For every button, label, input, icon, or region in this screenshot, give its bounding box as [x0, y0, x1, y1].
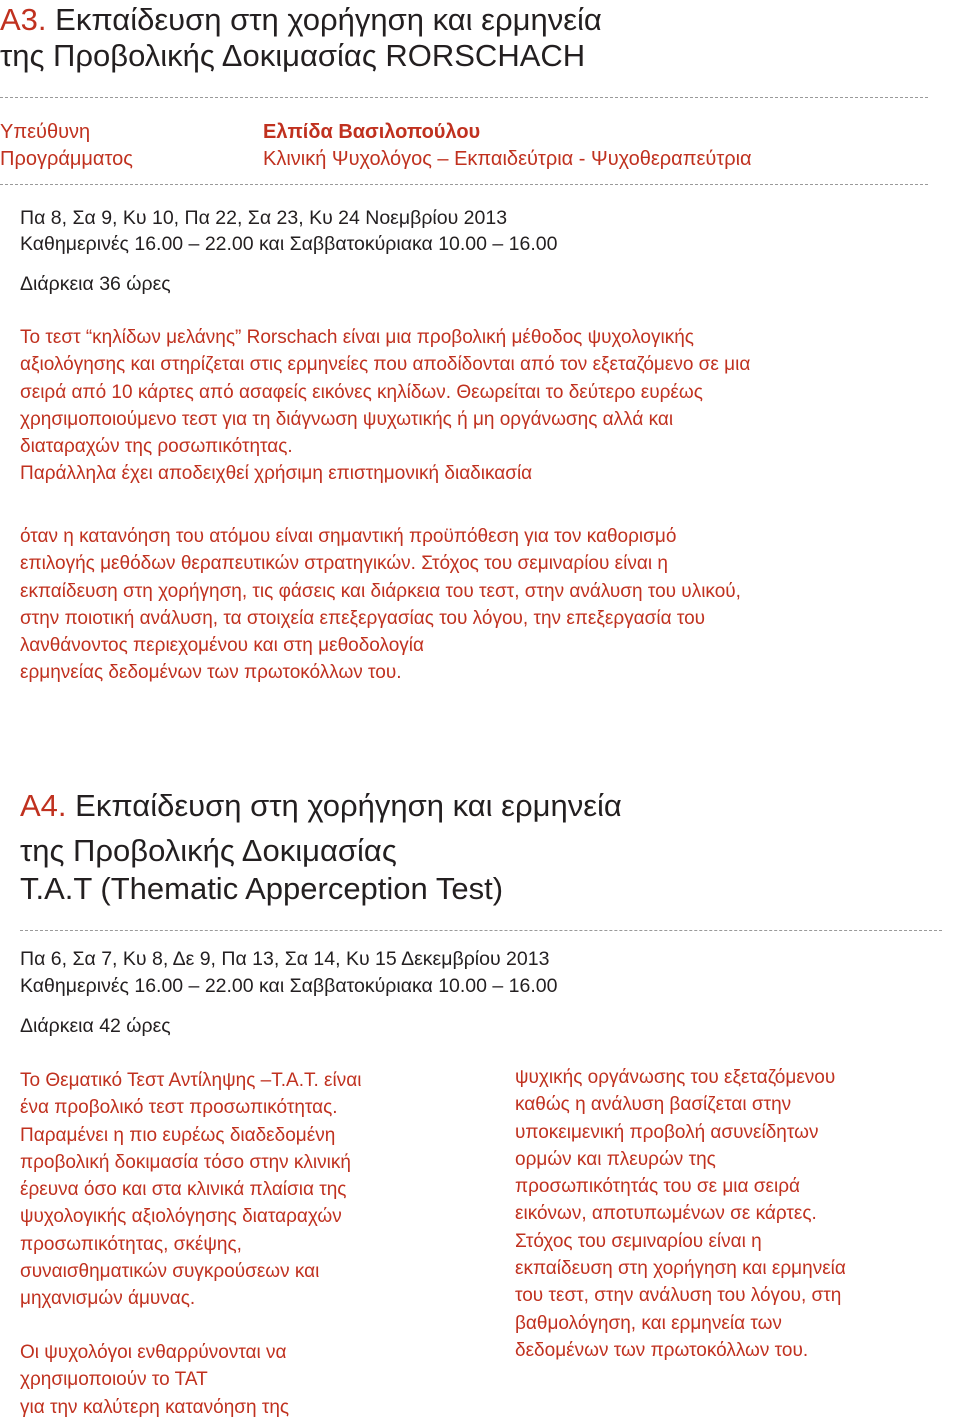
paragraph-line: εκπαίδευση στη χορήγηση, τις φάσεις και διάρκεια του τεστ, στην ανάλυση του υλικού,: [20, 580, 741, 602]
paragraph-line: εκπαίδευση στη χορήγηση και ερμηνεία: [515, 1258, 846, 1280]
paragraph-line: Στόχος του σεμιναρίου είναι η: [515, 1230, 762, 1252]
paragraph-line: μηχανισμών άμυνας.: [20, 1288, 196, 1310]
a3-title-line2: της Προβολικής Δοκιμασίας RORSCHACH: [0, 38, 586, 73]
paragraph-line: ορμών και πλευρών της: [515, 1148, 716, 1170]
paragraph-line: διαταραχών της ροσωπικότητας.: [20, 436, 293, 458]
a3-dates: Πα 8, Σα 9, Κυ 10, Πα 22, Σα 23, Κυ 24 Νοεμβρίου 2013: [20, 207, 508, 229]
paragraph-line: καθώς η ανάλυση βασίζεται στην: [515, 1094, 792, 1116]
paragraph-line: συναισθηματικών συγκρούσεων και: [20, 1261, 320, 1283]
paragraph-line: ερμηνείας δεδομένων των πρωτοκόλλων του.: [20, 662, 402, 684]
paragraph-line: αξιολόγησης και στηρίζεται στις ερμηνείες που αποδίδονται από τον εξεταζόμενο σε μια: [20, 354, 751, 376]
a3-section-code: A3.: [0, 2, 47, 37]
paragraph-line: επιλογής μεθόδων θεραπευτικών στρατηγικών. Στόχος του σεμιναρίου είναι η: [20, 553, 668, 575]
a3-description-2: [20, 523, 741, 687]
paragraph-line: προσωπικότητας, σκέψης,: [20, 1233, 242, 1255]
a4-duration: Διάρκεια 42 ώρες: [20, 1015, 171, 1037]
instructor-role: Κλινική Ψυχολόγος – Εκπαιδεύτρια - Ψυχοθεραπεύτρια: [263, 148, 752, 170]
paragraph-line: Οι ψυχολόγοι ενθαρρύνονται να: [20, 1342, 287, 1363]
paragraph-line: στην ποιοτική ανάλυση, τα στοιχεία επεξεργασίας του λόγου, την επεξεργασία του: [20, 607, 706, 629]
paragraph-line: βαθμολόγηση, και ερμηνεία των: [515, 1312, 782, 1334]
a4-title-line1: [20, 788, 622, 824]
divider: [0, 97, 928, 98]
a4-dates: Πα 6, Σα 7, Κυ 8, Δε 9, Πα 13, Σα 14, Κυ 15 Δεκεμβρίου 2013: [20, 948, 550, 970]
paragraph-line: ψυχικής οργάνωσης του εξεταζόμενου: [515, 1067, 836, 1088]
responsible-label-line1: Υπεύθυνη: [0, 121, 91, 143]
a4-title-line3: T.A.T (Thematic Apperception Test): [20, 871, 504, 906]
a4-left-column-2: [20, 1339, 289, 1421]
paragraph-line: του τεστ, στην ανάλυση του λόγου, στη: [515, 1285, 842, 1307]
paragraph-line: προσωπικότητάς του σε μια σειρά: [515, 1176, 800, 1198]
paragraph-line: Παραμένει η πιο ευρέως διαδεδομένη: [20, 1124, 336, 1146]
paragraph-line: χρησιμοποιούμενο τεστ για τη διάγνωση ψυχωτικής ή μη οργάνωσης αλλά και: [20, 408, 674, 430]
a4-hours: Καθημερινές 16.00 – 22.00 και Σαββατοκύριακα 10.00 – 16.00: [20, 975, 558, 997]
a3-hours: Καθημερινές 16.00 – 22.00 και Σαββατοκύριακα 10.00 – 16.00: [20, 233, 558, 255]
paragraph-line: ψυχολογικής αξιολόγησης διαταραχών: [20, 1206, 342, 1228]
instructor-block: [263, 119, 752, 173]
a4-title-line2: της Προβολικής Δοκιμασίας: [20, 833, 397, 868]
a4-title-text: Εκπαίδευση στη χορήγηση και ερμηνεία: [66, 788, 622, 823]
a4-section-code: A4.: [20, 788, 67, 823]
paragraph-line: υποκειμενική προβολή ασυνείδητων: [515, 1121, 819, 1143]
a3-description: [20, 324, 750, 488]
a4-left-column: [20, 1067, 361, 1313]
divider: [0, 184, 928, 185]
paragraph-line: χρησιμοποιούν το ΤΑΤ: [20, 1369, 208, 1391]
paragraph-line: για την καλύτερη κατανόηση της: [20, 1396, 290, 1418]
divider: [20, 930, 942, 931]
paragraph-line: δεδομένων των πρωτοκόλλων του.: [515, 1339, 809, 1361]
paragraph-line: Το τεστ “κηλίδων μελάνης” Rorschach είναι μια προβολική μέθοδος ψυχολογικής: [20, 327, 694, 348]
paragraph-line: εικόνων, αποτυπωμένων σε κάρτες.: [515, 1203, 817, 1225]
responsible-label: [0, 119, 133, 173]
instructor-name: Ελπίδα Βασιλοπούλου: [263, 121, 481, 143]
paragraph-line: όταν η κατανόηση του ατόμου είναι σημαντική προϋπόθεση για τον καθορισμό: [20, 526, 677, 547]
a3-duration: Διάρκεια 36 ώρες: [20, 273, 171, 295]
paragraph-line: Παράλληλα έχει αποδειχθεί χρήσιμη επιστημονική διαδικασία: [20, 463, 533, 485]
paragraph-line: ένα προβολικό τεστ προσωπικότητας.: [20, 1097, 338, 1119]
paragraph-line: λανθάνοντος περιεχομένου και στη μεθοδολογία: [20, 635, 424, 657]
paragraph-line: σειρά από 10 κάρτες από ασαφείς εικόνες κηλίδων. Θεωρείται το δεύτερο ευρέως: [20, 381, 703, 403]
a3-title-text: Εκπαίδευση στη χορήγηση και ερμηνεία: [46, 2, 602, 37]
a4-right-column: [515, 1064, 846, 1364]
a3-title-line1: [0, 2, 602, 38]
responsible-label-line2: Προγράμματος: [0, 148, 133, 170]
paragraph-line: έρευνα όσο και στα κλινικά πλαίσια της: [20, 1179, 347, 1201]
paragraph-line: προβολική δοκιμασία τόσο στην κλινική: [20, 1151, 351, 1173]
paragraph-line: Το Θεματικό Τεστ Αντίληψης –Τ.Α.Τ. είναι: [20, 1070, 362, 1091]
